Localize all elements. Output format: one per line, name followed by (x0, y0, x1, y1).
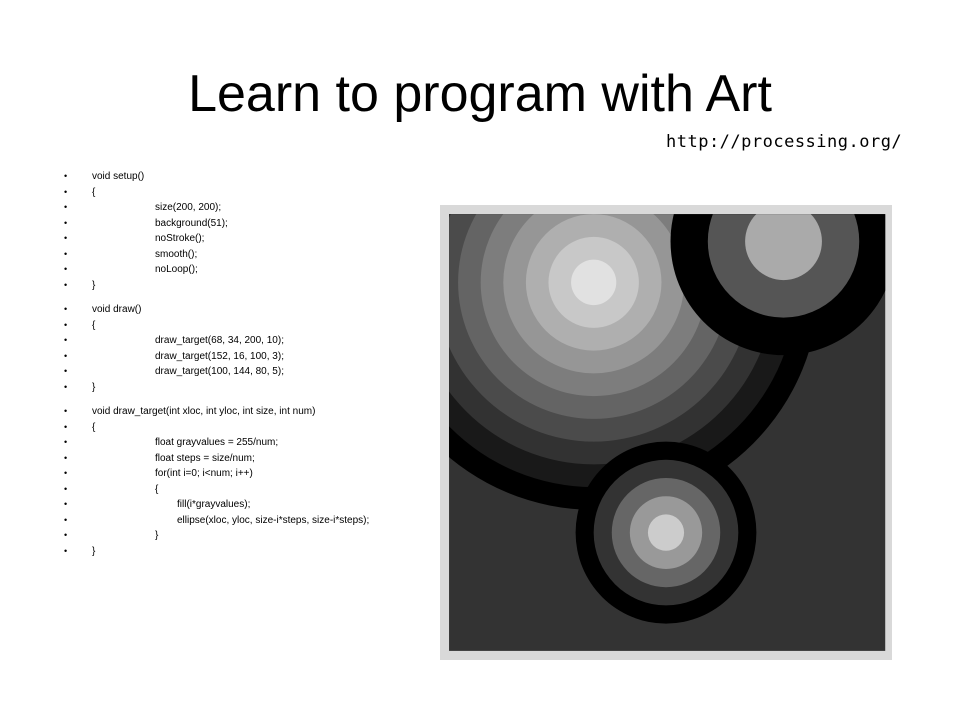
bullet-icon: • (64, 319, 68, 330)
bullet-icon: • (64, 437, 68, 447)
bullet-icon: • (64, 202, 68, 212)
bullet-icon: • (64, 406, 68, 416)
bullet-icon: • (64, 452, 68, 463)
code-line-text: } (92, 381, 96, 393)
bullet-icon: • (64, 514, 68, 525)
bullet-icon: • (64, 421, 68, 432)
bullet-icon: • (64, 530, 68, 540)
code-line-text: { (155, 483, 159, 495)
code-line-text: } (92, 279, 96, 291)
code-line-text: for(int i=0; i<num; i++) (155, 468, 253, 479)
bullet-icon: • (64, 264, 68, 274)
processing-output-image (440, 205, 892, 660)
slide-title: Learn to program with Art (188, 65, 772, 123)
code-line-text: draw_target(68, 34, 200, 10); (155, 335, 284, 346)
bullet-icon: • (64, 279, 68, 290)
code-line-text: fill(i*grayvalues); (177, 499, 251, 510)
bullet-icon: • (64, 304, 68, 314)
bullet-icon: • (64, 350, 68, 361)
code-line-text: { (92, 319, 96, 331)
target-ring (745, 205, 822, 280)
target-ring (648, 514, 684, 550)
bullet-icon: • (64, 499, 68, 509)
code-line-text: size(200, 200); (155, 202, 222, 213)
bullet-icon: • (64, 335, 68, 345)
code-line-text: void draw_target(int xloc, int yloc, int size, int num) (92, 406, 316, 417)
bullet-icon: • (64, 248, 68, 259)
code-line-text: noLoop(); (155, 264, 198, 275)
code-line-text: { (92, 421, 96, 433)
bullet-icon: • (64, 366, 68, 376)
bullet-icon: • (64, 217, 68, 228)
target-ring (571, 260, 616, 306)
code-line-text: draw_target(152, 16, 100, 3); (155, 350, 284, 362)
code-line-text: float steps = size/num; (155, 452, 255, 464)
code-line-text: void setup() (92, 171, 145, 182)
code-line-text: background(51); (155, 217, 228, 229)
code-line-text: } (92, 545, 96, 557)
code-line-text: smooth(); (155, 248, 198, 260)
bullet-icon: • (64, 381, 68, 392)
code-line-text: { (92, 186, 96, 198)
code-line-text: draw_target(100, 144, 80, 5); (155, 366, 284, 377)
code-line-text: ellipse(xloc, yloc, size-i*steps, size-i*steps); (177, 514, 370, 526)
target-circles-artwork (440, 205, 892, 660)
bullet-icon: • (64, 545, 68, 556)
processing-url: http://processing.org/ (666, 132, 903, 152)
code-line-text: void draw() (92, 304, 142, 315)
bullet-icon: • (64, 468, 68, 478)
code-line-text: noStroke(); (155, 233, 205, 244)
bullet-icon: • (64, 171, 68, 181)
bullet-icon: • (64, 483, 68, 494)
code-line-text: float grayvalues = 255/num; (155, 437, 279, 448)
bullet-icon: • (64, 233, 68, 243)
code-line-text: } (155, 530, 159, 541)
bullet-icon: • (64, 186, 68, 197)
